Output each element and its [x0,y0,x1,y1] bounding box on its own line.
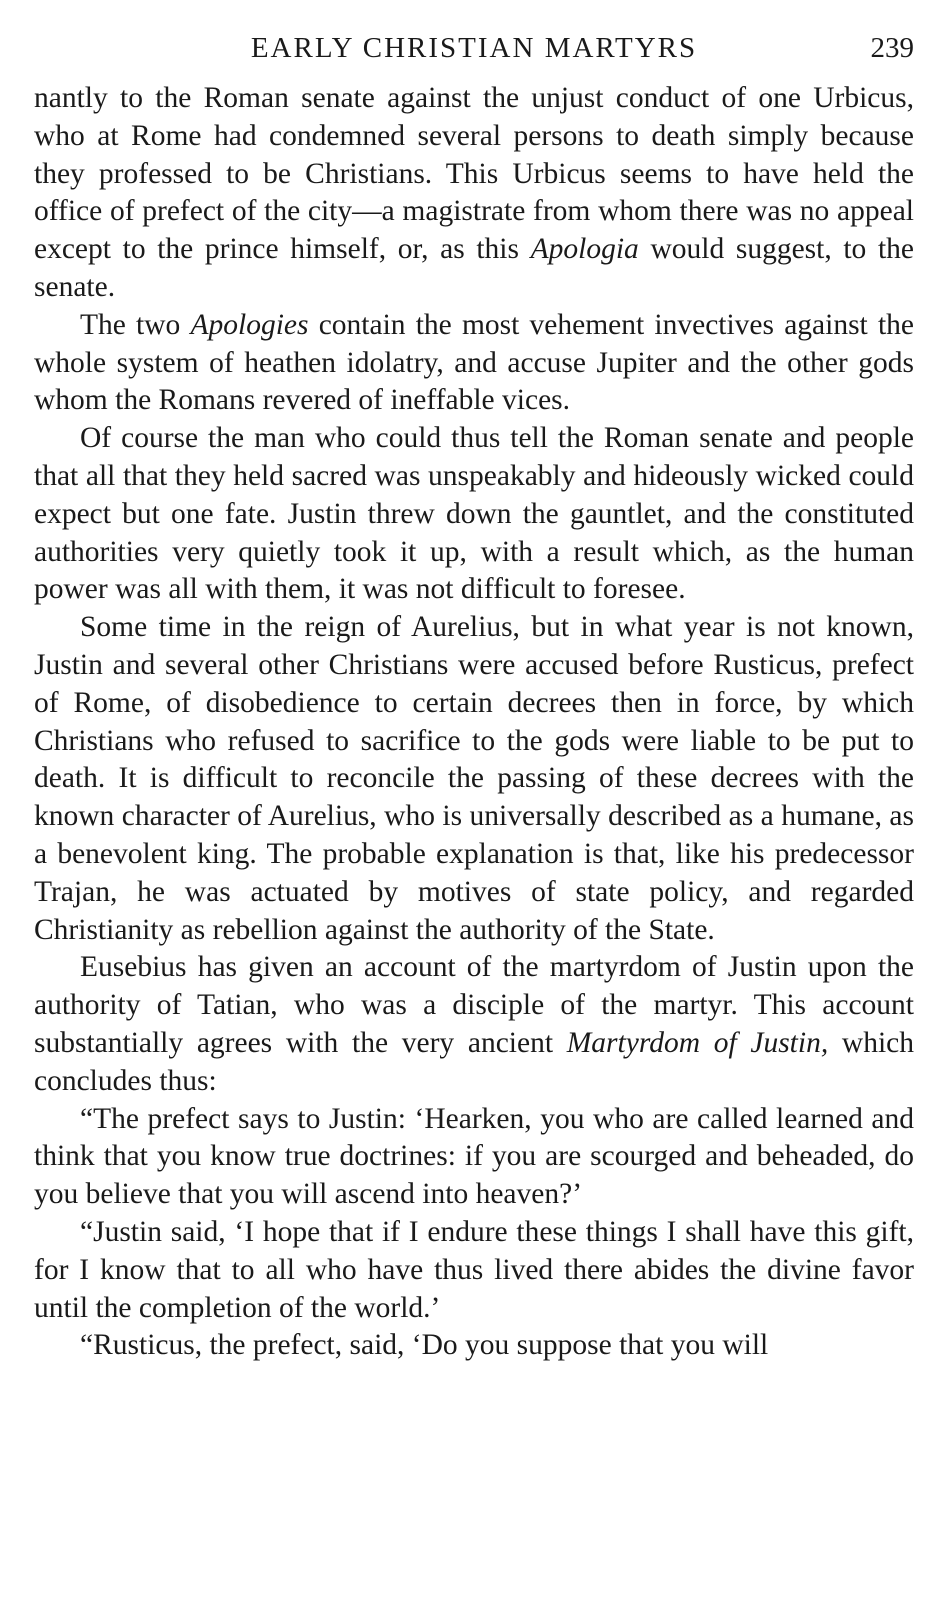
paragraph-p2 [34,307,914,420]
paragraph-p6 [34,1101,914,1214]
italic-text: Martyrdom of Justin, [566,1026,829,1059]
body-text [34,80,914,1365]
text-run: Of course the man who could thus tell the Roman senate and people that all that they held sacred was unspeakably and hideously wicked could expect but one fate. Justin threw down the gauntlet, and the constituted authorities very quietly took it up, with a result which, as the human power was all with them, it was not difficult to foresee. [34,422,914,606]
text-run: Eusebius has given an account of the martyrdom of Justin upon the authority of Tatian, who was a disciple of the martyr. This account substantially agrees with the very ancient [34,951,914,1059]
text-run: would suggest, to the senate. [34,233,914,303]
text-run: contain the most vehement invectives against the whole system of heathen idolatry, and accuse Jupiter and the other gods whom the Romans revered of ineffable vices. [34,308,914,417]
paragraph-p8 [34,1327,914,1365]
book-page [34,22,914,1602]
paragraph-p5 [34,949,914,1100]
text-run: “Rusticus, the prefect, said, ‘Do you suppose that you will [80,1329,769,1362]
paragraph-p7 [34,1214,914,1327]
paragraph-p3 [34,420,914,609]
paragraph-p1 [34,80,914,307]
text-run: which concludes thus: [34,1026,914,1097]
text-run: nantly to the Roman senate against the unjust conduct of one Urbicus, who at Rome had condemned several persons to death simply because they professed to be Christians. This Urbicus seems to have held the office of prefect of the city—a magistrate from whom there was no appeal except to the prince himself, or, as this [34,82,914,266]
italic-text: Apologies [190,308,309,341]
running-title: EARLY CHRISTIAN MARTYRS [250,32,698,64]
running-head [34,22,914,74]
text-run: Some time in the reign of Aurelius, but in what year is not known, Justin and several other Christians were accused before Rusticus, prefect of Rome, of disobedience to certain decrees then in force, by which Christians who refused to sacrifice to the gods were liable to be put to death. It is difficult to reconcile the passing of these decrees with the known character of Aurelius, who is universally described as a humane, as a benevolent king. The probable explanation is that, like his predecessor Trajan, he was actuated by motives of state policy, and regarded Christianity as rebellion against the authority of the State. [34,611,914,946]
italic-text: Apologia [530,233,639,266]
text-run: “Justin said, ‘I hope that if I endure these things I shall have this gift, for I know that to all who have thus lived there abides the divine favor until the completion of the world.’ [34,1215,914,1324]
paragraph-p4 [34,609,914,949]
page-number: 239 [870,32,914,64]
text-run: “The prefect says to Justin: ‘Hearken, you who are called learned and think that you know true doctrines: if you are scourged and beheaded, do you believe that you will ascend into heaven?’ [34,1102,914,1211]
text-run: The two [80,308,191,341]
